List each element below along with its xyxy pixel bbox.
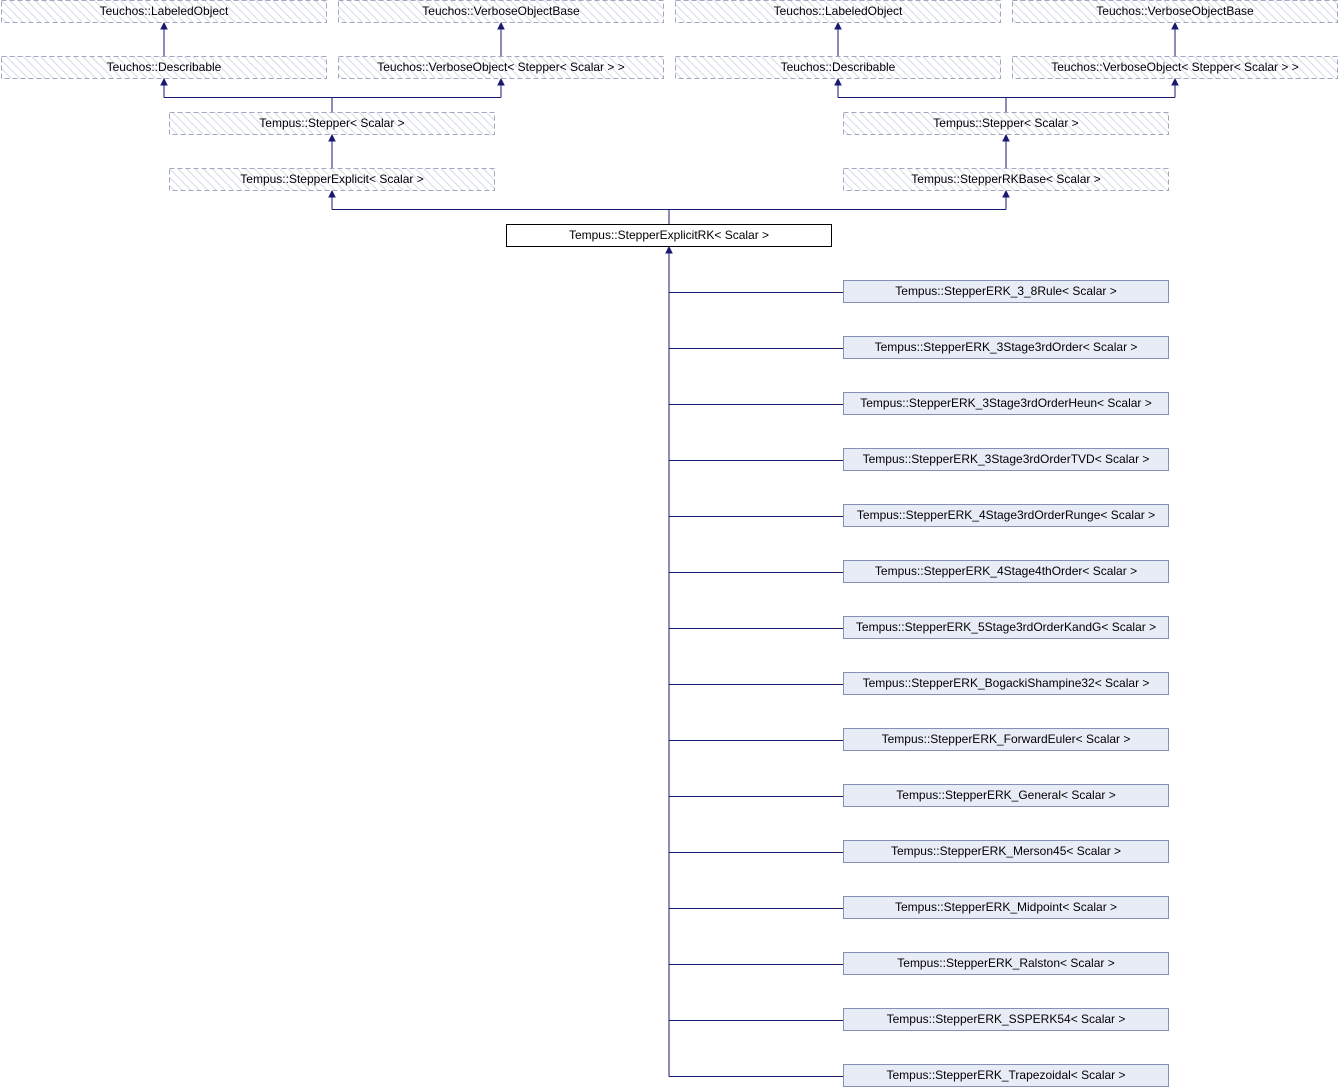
node-tempus-steppererk-trapezoidal[interactable] — [844, 1065, 1169, 1087]
node-tempus-steppererk-4stage3rdorderrunge-label: Tempus::StepperERK_4Stage3rdOrderRunge< Scalar > — [856, 508, 1156, 522]
node-tempus-steppererk-3stage3rdordertvd-label: Tempus::StepperERK_3Stage3rdOrderTVD< Scalar > — [862, 452, 1150, 466]
node-right-vob[interactable] — [1013, 1, 1338, 23]
node-tempus-steppererk-merson45[interactable] — [844, 841, 1169, 863]
node-left-stepper[interactable] — [170, 113, 495, 135]
node-right-vob-label: Teuchos::VerboseObjectBase — [1096, 4, 1254, 18]
node-explicit-rk-label: Tempus::StepperExplicitRK< Scalar > — [568, 228, 770, 242]
node-right-vo-label: Teuchos::VerboseObject< Stepper< Scalar > > — [1051, 60, 1299, 74]
node-tempus-steppererk-3-8rule[interactable] — [844, 281, 1169, 303]
node-left-vo-label: Teuchos::VerboseObject< Stepper< Scalar > > — [377, 60, 625, 74]
node-tempus-steppererk-midpoint[interactable] — [844, 897, 1169, 919]
arrow-stepper_explicit-to-left_stepper — [329, 135, 335, 141]
node-right-stepper[interactable] — [844, 113, 1169, 135]
node-tempus-steppererk-3stage3rdorder[interactable] — [844, 337, 1169, 359]
node-tempus-steppererk-3stage3rdordertvd[interactable] — [844, 449, 1169, 471]
node-left-vob-label: Teuchos::VerboseObjectBase — [422, 4, 580, 18]
node-left-labeled[interactable] — [2, 1, 327, 23]
node-tempus-steppererk-3stage3rdorderheun[interactable] — [844, 393, 1169, 415]
node-tempus-steppererk-general-label: Tempus::StepperERK_General< Scalar > — [896, 788, 1116, 802]
node-right-desc-label: Teuchos::Describable — [780, 60, 896, 74]
node-left-vob[interactable] — [339, 1, 664, 23]
node-left-stepper-label: Tempus::Stepper< Scalar > — [259, 116, 405, 130]
node-tempus-steppererk-ralston-label: Tempus::StepperERK_Ralston< Scalar > — [897, 956, 1115, 970]
node-tempus-steppererk-midpoint-label: Tempus::StepperERK_Midpoint< Scalar > — [894, 900, 1118, 914]
arrow-explicit_rk-to-stepper_rkbase — [1003, 191, 1009, 197]
node-right-labeled-label: Teuchos::LabeledObject — [773, 4, 903, 18]
node-left-desc-label: Teuchos::Describable — [106, 60, 222, 74]
node-right-stepper-label: Tempus::Stepper< Scalar > — [933, 116, 1079, 130]
node-tempus-steppererk-forwardeuler[interactable] — [844, 729, 1169, 751]
arrow-children-to-explicit-rk — [666, 247, 672, 253]
node-left-vo[interactable] — [339, 57, 664, 79]
node-tempus-steppererk-4stage4thorder-label: Tempus::StepperERK_4Stage4thOrder< Scalar > — [874, 564, 1138, 578]
node-tempus-steppererk-3stage3rdorder-label: Tempus::StepperERK_3Stage3rdOrder< Scalar > — [874, 340, 1138, 354]
node-tempus-steppererk-ralston[interactable] — [844, 953, 1169, 975]
node-tempus-steppererk-bogackishampine32-label: Tempus::StepperERK_BogackiShampine32< Scalar > — [862, 676, 1150, 690]
node-tempus-steppererk-5stage3rdorderkandg[interactable] — [844, 617, 1169, 639]
node-right-desc[interactable] — [676, 57, 1001, 79]
node-explicit-rk[interactable] — [507, 225, 832, 247]
node-tempus-steppererk-4stage3rdorderrunge[interactable] — [844, 505, 1169, 527]
arrow-right_stepper-to-right_desc — [835, 79, 841, 85]
node-tempus-steppererk-3-8rule-label: Tempus::StepperERK_3_8Rule< Scalar > — [895, 284, 1117, 298]
arrow-left_stepper-to-left_vo — [498, 79, 504, 85]
node-tempus-steppererk-trapezoidal-label: Tempus::StepperERK_Trapezoidal< Scalar > — [886, 1068, 1126, 1082]
arrow-left_vo-to-left_vob — [498, 23, 504, 29]
node-tempus-steppererk-5stage3rdorderkandg-label: Tempus::StepperERK_5Stage3rdOrderKandG< Scalar > — [855, 620, 1157, 634]
node-right-vo[interactable] — [1013, 57, 1338, 79]
node-tempus-steppererk-bogackishampine32[interactable] — [844, 673, 1169, 695]
node-stepper-explicit[interactable] — [170, 169, 495, 191]
node-stepper-rkbase[interactable] — [844, 169, 1169, 191]
node-tempus-steppererk-merson45-label: Tempus::StepperERK_Merson45< Scalar > — [890, 844, 1122, 858]
node-tempus-steppererk-ssperk54-label: Tempus::StepperERK_SSPERK54< Scalar > — [886, 1012, 1126, 1026]
node-stepper-rkbase-label: Tempus::StepperRKBase< Scalar > — [911, 172, 1101, 186]
node-tempus-steppererk-4stage4thorder[interactable] — [844, 561, 1169, 583]
arrow-stepper_rkbase-to-right_stepper — [1003, 135, 1009, 141]
node-right-labeled[interactable] — [676, 1, 1001, 23]
node-tempus-steppererk-ssperk54[interactable] — [844, 1009, 1169, 1031]
node-tempus-steppererk-forwardeuler-label: Tempus::StepperERK_ForwardEuler< Scalar > — [881, 732, 1131, 746]
arrow-right_vo-to-right_vob — [1172, 23, 1178, 29]
arrow-explicit_rk-to-stepper_explicit — [329, 191, 335, 197]
node-left-labeled-label: Teuchos::LabeledObject — [99, 4, 229, 18]
node-tempus-steppererk-general[interactable] — [844, 785, 1169, 807]
node-tempus-steppererk-3stage3rdorderheun-label: Tempus::StepperERK_3Stage3rdOrderHeun< Scalar > — [860, 396, 1152, 410]
arrow-left_desc-to-left_labeled — [161, 23, 167, 29]
arrow-right_stepper-to-right_vo — [1172, 79, 1178, 85]
node-stepper-explicit-label: Tempus::StepperExplicit< Scalar > — [240, 172, 424, 186]
node-left-desc[interactable] — [2, 57, 327, 79]
arrow-left_stepper-to-left_desc — [161, 79, 167, 85]
arrow-right_desc-to-right_labeled — [835, 23, 841, 29]
